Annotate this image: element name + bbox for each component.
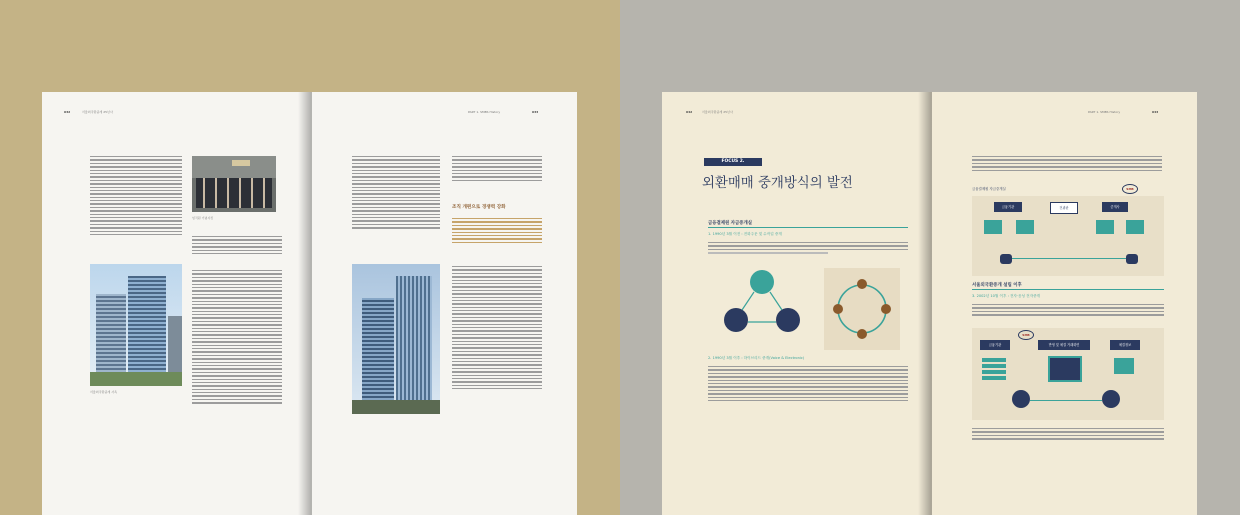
diagram-node (724, 308, 748, 332)
network-diagram (972, 196, 1164, 276)
running-header: PART 1. SMBS History (468, 110, 501, 114)
divider (972, 289, 1164, 290)
person-icon (833, 304, 843, 314)
section-subheading: 금융결제원 자금중개실 (708, 221, 752, 226)
diagram-box: 반영 및 체결 거래화면 (1038, 340, 1090, 350)
cycle-diagram (714, 264, 904, 354)
focus-badge: FOCUS 2. (704, 158, 762, 166)
building-photo (90, 264, 182, 386)
right-book-left-page (662, 92, 932, 515)
section-subheading: 서울외국환중개 설립 이후 (972, 283, 1022, 288)
left-book (42, 92, 577, 515)
body-text (708, 240, 908, 262)
body-text (972, 302, 1164, 324)
diagram-node (776, 308, 800, 332)
section-heading: 조직 개편으로 경쟁력 강화 (452, 205, 506, 210)
diagram-box: 전광판 (1050, 202, 1078, 214)
group-photo (192, 156, 276, 212)
building-photo (352, 264, 440, 414)
diagram-box: 체결정보 (1110, 340, 1140, 350)
step-heading: 1. 1990년 3월 이전 : 전화주문 및 수작업 중개 (708, 232, 782, 236)
diagram-label: 금융결제원 자금중개실 (972, 187, 1006, 191)
page-number: 042 (686, 110, 693, 114)
server-icon (982, 356, 1006, 380)
computer-icon (1126, 220, 1144, 234)
body-text (972, 426, 1164, 452)
computer-icon (1114, 358, 1134, 374)
step-heading: 2. 1990년 3월 이후 : 하이브리드 중개(Voice & Electronic) (708, 356, 805, 360)
diagram-box: 금융기관 (994, 202, 1022, 212)
divider (708, 227, 908, 228)
connector-line (1030, 400, 1102, 401)
connector-line (1012, 258, 1126, 259)
text-column (192, 268, 282, 498)
network-diagram (972, 328, 1164, 420)
text-column (452, 154, 542, 198)
person-icon (881, 304, 891, 314)
logo-badge: SMB (1122, 184, 1138, 194)
text-column (452, 264, 542, 500)
left-book-right-page (312, 92, 577, 515)
left-book-left-page (42, 92, 312, 515)
text-column (90, 154, 182, 264)
text-column (352, 154, 440, 264)
body-text (708, 364, 908, 434)
person-icon (857, 329, 867, 339)
diagram-node (750, 270, 774, 294)
person-icon (857, 279, 867, 289)
page-number: 033 (532, 110, 539, 114)
right-book-right-page (932, 92, 1197, 515)
page-number: 043 (1152, 110, 1159, 114)
photo-caption: 임직원 기념사진 (192, 216, 214, 220)
body-text (972, 154, 1162, 184)
diagram-box: 중개사 (1102, 202, 1128, 212)
computer-icon (1016, 220, 1034, 234)
diagram-box: 금융기관 (980, 340, 1010, 350)
running-header: 서울외국환중개 25년사 (82, 110, 113, 114)
phone-icon (1000, 254, 1012, 264)
node-circle (1102, 390, 1120, 408)
running-header: 서울외국환중개 25년사 (702, 110, 733, 114)
text-column (192, 234, 282, 264)
step-heading: 3. 2002년 10월 이후 : 전자·음성 전자중개 (972, 294, 1041, 298)
running-header: PART 1. SMBS History (1088, 110, 1121, 114)
right-book (662, 92, 1197, 515)
monitor-icon (1048, 356, 1082, 382)
computer-icon (1096, 220, 1114, 234)
logo-badge: SMB (1018, 330, 1034, 340)
page-number: 032 (64, 110, 71, 114)
phone-icon (1126, 254, 1138, 264)
diagram-arrow (742, 292, 782, 322)
highlight-paragraph (452, 216, 542, 260)
computer-icon (984, 220, 1002, 234)
headline: 외환매매 중개방식의 발전 (702, 176, 853, 191)
node-circle (1012, 390, 1030, 408)
photo-caption: 서울외국환중개 사옥 (90, 390, 118, 394)
